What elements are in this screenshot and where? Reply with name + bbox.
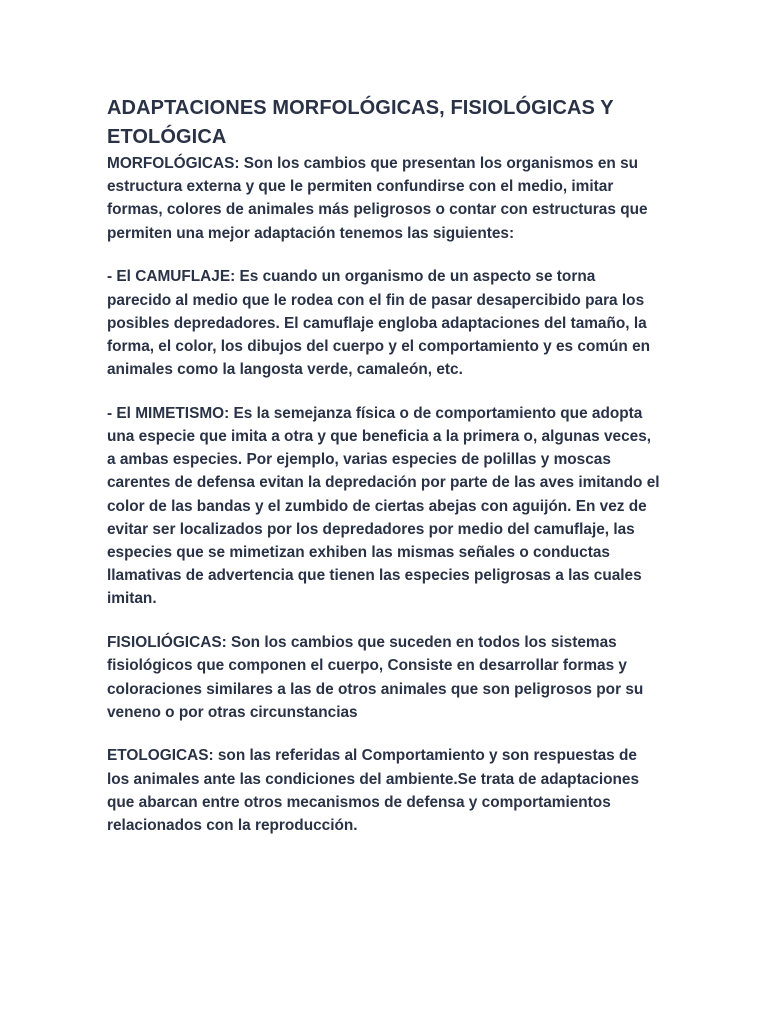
paragraph-morfologicas: MORFOLÓGICAS: Son los cambios que presentan los organismos en su estructura externa y que le permiten confundirse con el medio, imitar formas, colores de animales más peligrosos o contar con estructuras que permiten una mejor adaptación tenemos las siguientes: (107, 155, 648, 242)
document-page (107, 94, 663, 837)
paragraph-mimetismo: - El MIMETISMO: Es la semejanza física o de comportamiento que adopta una especie que imita a otra y que beneficia a la primera o, algunas veces, a ambas especies. Por ejemplo, varias especies de polillas y moscas carentes de defensa evitan la depredación por parte de las aves imitando el color de las bandas y el zumbido de ciertas abejas con aguijón. En vez de evitar ser localizados por los depredadores por medio del camuflaje, las especies que se mimetizan exhiben las mismas señales o conductas llamativas de advertencia que tienen las especies peligrosas a las cuales imitan. (107, 404, 660, 608)
paragraph-fisiologicas: FISIOLIÓGICAS: Son los cambios que suceden en todos los sistemas fisiológicos que componen el cuerpo, Consiste en desarrollar formas y coloraciones similares a las de otros animales que son peligrosos por su veneno o por otras circunstancias (107, 634, 644, 721)
document-title: ADAPTACIONES MORFOLÓGICAS, FISIOLÓGICAS Y ETOLÓGICA (107, 97, 614, 148)
paragraph-etologicas: ETOLOGICAS: son las referidas al Comportamiento y son respuestas de los animales ante las condiciones del ambiente.Se trata de adaptaciones que abarcan entre otros mecanismos de defensa y comportamientos relacionados con la reproducción. (107, 747, 640, 835)
paragraph-camuflaje: - El CAMUFLAJE: Es cuando un organismo de un aspecto se torna parecido al medio que le rodea con el fin de pasar desapercibido para los posibles depredadores. El camuflaje engloba adaptaciones del tamaño, la forma, el color, los dibujos del cuerpo y el comportamiento y es común en animales como la langosta verde, camaleón, etc. (107, 268, 651, 379)
